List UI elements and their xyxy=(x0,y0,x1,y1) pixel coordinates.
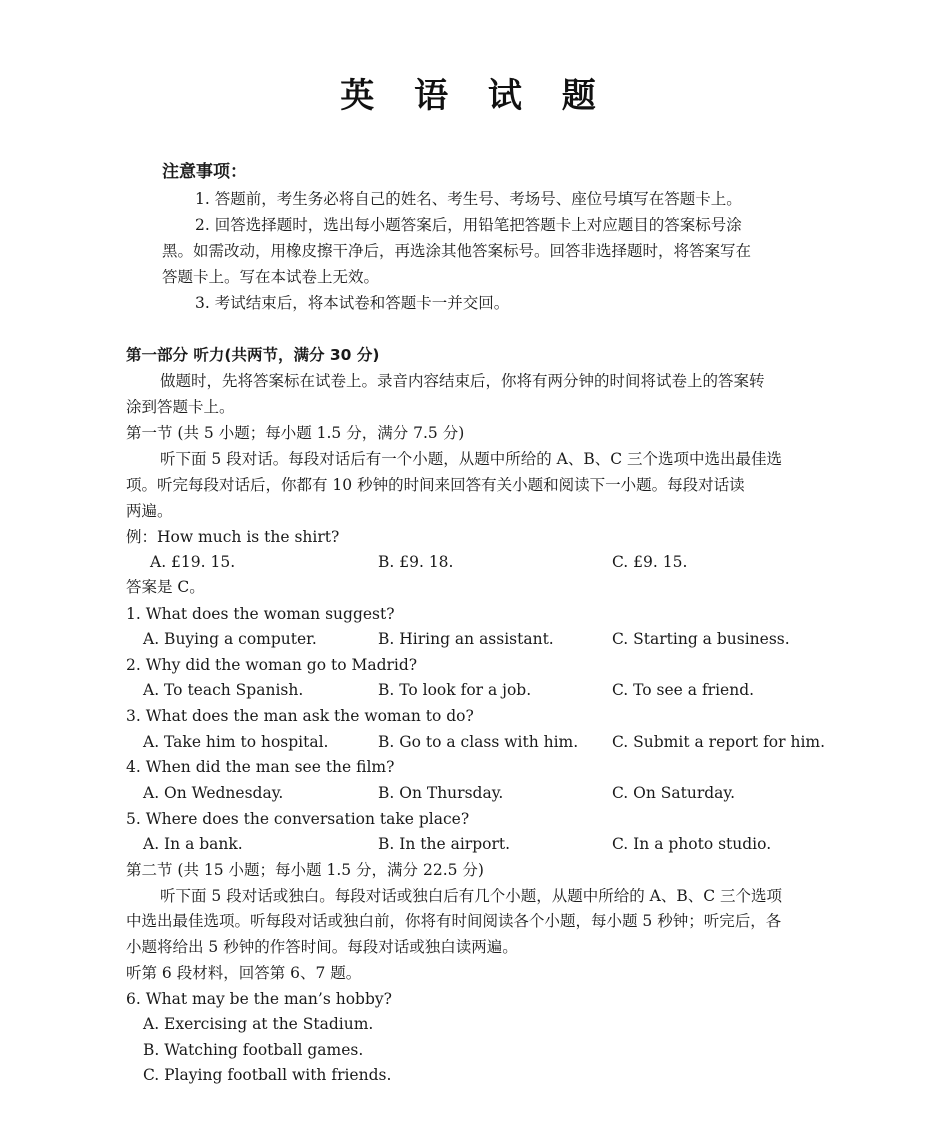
question-1: 1. What does the woman suggest? xyxy=(126,605,395,623)
example-option-c: C. £9. 15. xyxy=(612,553,688,571)
question-2: 2. Why did the woman go to Madrid? xyxy=(126,656,418,674)
q3-option-a: A. Take him to hospital. xyxy=(143,733,329,751)
example-question: 例：How much is the shirt? xyxy=(126,528,340,546)
question-4: 4. When did the man see the film? xyxy=(126,758,395,776)
notice-line: 答题卡上。写在本试卷上无效。 xyxy=(162,268,380,286)
q6-option-b: B. Watching football games. xyxy=(143,1041,364,1059)
q4-option-a: A. On Wednesday. xyxy=(143,784,284,802)
part1-heading: 第一部分 听力(共两节，满分 30 分) xyxy=(126,346,380,364)
q5-option-c: C. In a photo studio. xyxy=(612,835,772,853)
example-option-a: A. £19. 15. xyxy=(150,553,236,571)
q3-option-b: B. Go to a class with him. xyxy=(378,733,579,751)
q5-option-b: B. In the airport. xyxy=(378,835,511,853)
section2-intro-line: 听下面 5 段对话或独白。每段对话或独白后有几个小题，从题中所给的 A、B、C 三个选项 xyxy=(160,887,783,905)
section1-heading: 第一节 (共 5 小题；每小题 1.5 分，满分 7.5 分) xyxy=(126,424,465,442)
material-instruction: 听第 6 段材料，回答第 6、7 题。 xyxy=(126,964,362,982)
q2-option-b: B. To look for a job. xyxy=(378,681,532,699)
section1-intro-line: 听下面 5 段对话。每段对话后有一个小题，从题中所给的 A、B、C 三个选项中选出最佳选 xyxy=(160,450,783,468)
section2-heading: 第二节 (共 15 小题；每小题 1.5 分，满分 22.5 分) xyxy=(126,861,484,879)
q1-option-b: B. Hiring an assistant. xyxy=(378,630,554,648)
notice-line: 1. 答题前，考生务必将自己的姓名、考生号、考场号、座位号填写在答题卡上。 xyxy=(195,190,742,208)
q2-option-c: C. To see a friend. xyxy=(612,681,755,699)
page-title: 英 语 试 题 xyxy=(340,76,610,116)
example-option-b: B. £9. 18. xyxy=(378,553,454,571)
part1-intro-line: 做题时，先将答案标在试卷上。录音内容结束后，你将有两分钟的时间将试卷上的答案转 xyxy=(160,372,765,390)
q1-option-c: C. Starting a business. xyxy=(612,630,790,648)
notice-heading: 注意事项： xyxy=(162,162,247,182)
section2-intro-line: 小题将给出 5 秒钟的作答时间。每段对话或独白读两遍。 xyxy=(126,938,518,956)
notice-line: 黑。如需改动，用橡皮擦干净后，再选涂其他答案标号。回答非选择题时，将答案写在 xyxy=(162,242,752,260)
q1-option-a: A. Buying a computer. xyxy=(143,630,317,648)
question-6: 6. What may be the man’s hobby? xyxy=(126,990,392,1008)
q6-option-c: C. Playing football with friends. xyxy=(143,1066,392,1084)
notice-line: 3. 考试结束后，将本试卷和答题卡一并交回。 xyxy=(195,294,510,312)
example-answer: 答案是 C。 xyxy=(126,578,205,596)
question-3: 3. What does the man ask the woman to do? xyxy=(126,707,474,725)
section1-intro-line: 两遍。 xyxy=(126,502,173,520)
part1-intro-line: 涂到答题卡上。 xyxy=(126,398,235,416)
question-5: 5. Where does the conversation take place? xyxy=(126,810,470,828)
q3-option-c: C. Submit a report for him. xyxy=(612,733,826,751)
q2-option-a: A. To teach Spanish. xyxy=(143,681,304,699)
q6-option-a: A. Exercising at the Stadium. xyxy=(143,1015,374,1033)
notice-line: 2. 回答选择题时，选出每小题答案后，用铅笔把答题卡上对应题目的答案标号涂 xyxy=(195,216,742,234)
section1-intro-line: 项。听完每段对话后，你都有 10 秒钟的时间来回答有关小题和阅读下一小题。每段对话读 xyxy=(126,476,745,494)
q5-option-a: A. In a bank. xyxy=(143,835,243,853)
q4-option-c: C. On Saturday. xyxy=(612,784,736,802)
section2-intro-line: 中选出最佳选项。听每段对话或独白前，你将有时间阅读各个小题，每小题 5 秒钟；听完后，各 xyxy=(126,912,782,930)
q4-option-b: B. On Thursday. xyxy=(378,784,504,802)
